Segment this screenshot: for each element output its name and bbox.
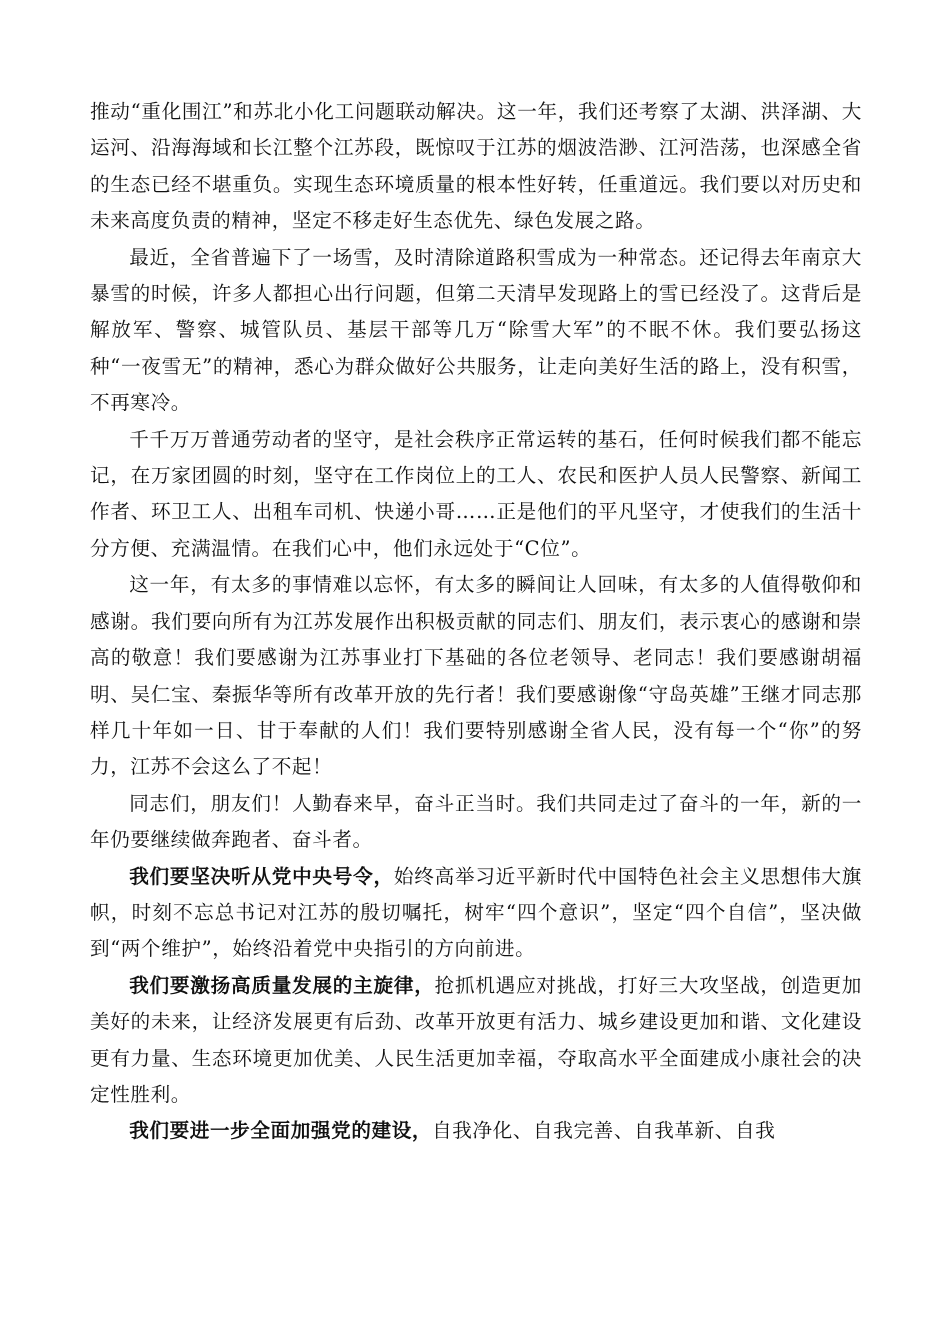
paragraph-lead: 我们要激扬高质量发展的主旋律， (129, 973, 435, 997)
paragraph-text: 同志们，朋友们！人勤春来早，奋斗正当时。我们共同走过了奋斗的一年，新的一年仍要继续做奔跑者、奋斗者。 (90, 791, 862, 852)
paragraph-5 (90, 786, 862, 859)
paragraph-1 (90, 94, 862, 240)
paragraph-text: 推动“重化围江”和苏北小化工问题联动解决。这一年，我们还考察了太湖、洪泽湖、大运河、沿海海域和长江整个江苏段，既惊叹于江苏的烟波浩渺、江河浩荡，也深感全省的生态已经不堪重负。实现生态环境质量的根本性好转，任重道远。我们要以对历史和未来高度负责的精神，坚定不移走好生态优先、绿色发展之路。 (90, 100, 862, 233)
paragraph-4 (90, 567, 862, 785)
paragraph-7 (90, 968, 862, 1114)
paragraph-text: 最近，全省普遍下了一场雪，及时清除道路积雪成为一种常态。还记得去年南京大暴雪的时候，许多人都担心出行问题，但第二天清早发现路上的雪已经没了。这背后是解放军、警察、城管队员、基层干部等几万“除雪大军”的不眠不休。我们要弘扬这种“一夜雪无”的精神，悉心为群众做好公共服务，让走向美好生活的路上，没有积雪，不再寒冷。 (90, 245, 862, 415)
paragraph-text: 自我净化、自我完善、自我革新、自我 (432, 1119, 776, 1143)
paragraph-lead: 我们要坚决听从党中央号令， (129, 864, 394, 888)
paragraph-8 (90, 1113, 862, 1149)
paragraph-6 (90, 859, 862, 968)
document-body (90, 94, 862, 1150)
paragraph-text: 这一年，有太多的事情难以忘怀，有太多的瞬间让人回味，有太多的人值得敬仰和感谢。我们要向所有为江苏发展作出积极贡献的同志们、朋友们，表示衷心的感谢和崇高的敬意！我们要感谢为江苏事业打下基础的各位老领导、老同志！我们要感谢胡福明、吴仁宝、秦振华等所有改革开放的先行者！我们要感谢像“守岛英雄”王继才同志那样几十年如一日、甘于奉献的人们！我们要特别感谢全省人民，没有每一个“你”的努力，江苏不会这么了不起！ (90, 573, 862, 779)
paragraph-lead: 我们要进一步全面加强党的建设， (129, 1119, 433, 1143)
paragraph-text: 始终高举习近平新时代中国特色社会主义思想伟大旗帜，时刻不忘总书记对江苏的殷切嘱托，树牢“四个意识”，坚定“四个自信”，坚决做到“两个维护”，始终沿着党中央指引的方向前进。 (90, 864, 862, 961)
paragraph-text: 抢抓机遇应对挑战，打好三大攻坚战，创造更加美好的未来，让经济发展更有后劲、改革开放更有活力、城乡建设更加和谐、文化建设更有力量、生态环境更加优美、人民生活更加幸福，夺取高水平全面建成小康社会的决定性胜利。 (90, 973, 862, 1106)
paragraph-2 (90, 240, 862, 422)
paragraph-text: 千千万万普通劳动者的坚守，是社会秩序正常运转的基石，任何时候我们都不能忘记，在万家团圆的时刻，坚守在工作岗位上的工人、农民和医护人员人民警察、新闻工作者、环卫工人、出租车司机、快递小哥……正是他们的平凡坚守，才使我们的生活十分方便、充满温情。在我们心中，他们永远处于“C位”。 (90, 427, 862, 560)
paragraph-3 (90, 422, 862, 568)
